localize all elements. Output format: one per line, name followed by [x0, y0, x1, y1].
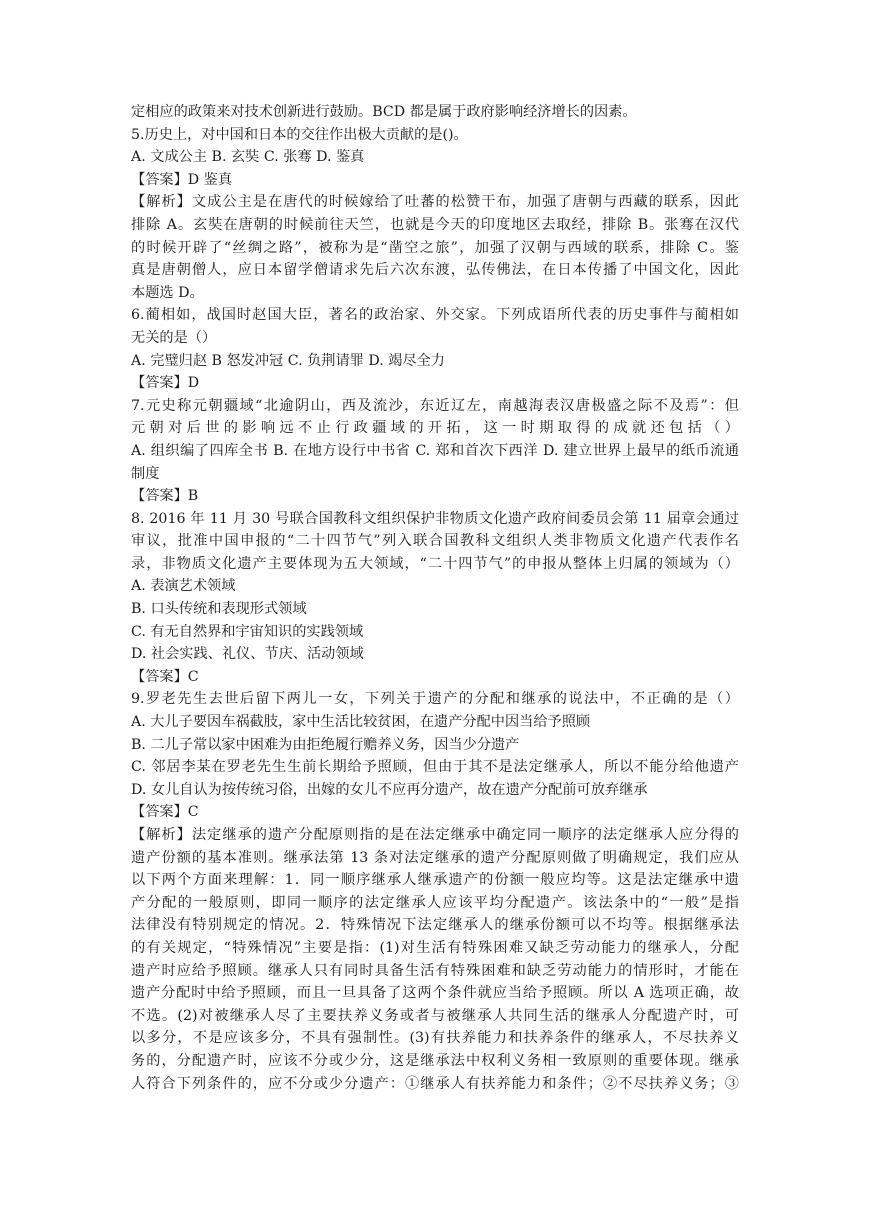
text-line: 法律没有特别规定的情况。2．特殊情况下法定继承人的继承份额可以不均等。根据继承法: [131, 917, 739, 934]
text-line: C. 有无自然界和宇宙知识的实践领域: [131, 623, 364, 640]
text-line: 以多分，不是应该多分，不具有强制性。(3)有扶养能力和扶养条件的继承人，不尽扶养义: [131, 1030, 739, 1047]
text-line: A. 组织编了四库全书 B. 在地方设行中书省 C. 郑和首次下西洋 D. 建立世界上最早的纸币流通: [131, 442, 739, 459]
text-line: 人符合下列条件的，应不分或少分遗产：①继承人有扶养能力和条件；②不尽扶养义务；③: [131, 1075, 739, 1092]
text-line: 以下两个方面来理解：1．同一顺序继承人继承遗产的份额一般应均等。这是法定继承中遗: [131, 872, 739, 889]
text-line: B. 口头传统和表现形式领域: [131, 601, 307, 618]
text-line: A. 完璧归赵 B 怒发冲冠 C. 负荆请罪 D. 竭尽全力: [131, 352, 445, 369]
text-line: 5.历史上，对中国和日本的交往作出极大贡献的是()。: [131, 126, 468, 143]
text-line: 录，非物质文化遗产主要体现为五大领域，“二十四节气”的申报从整体上归属的领域为（）: [131, 555, 739, 572]
text-line: 制度: [131, 465, 160, 482]
text-line: 的时候开辟了“丝绸之路”，被称为是“凿空之旅”，加强了汉朝与西域的联系，排除 C。鉴: [131, 239, 739, 256]
text-line: A. 大儿子要因车祸截肢，家中生活比较贫困，在遗产分配中因当给予照顾: [131, 714, 591, 731]
text-line: 真是唐朝僧人，应日本留学僧请求先后六次东渡，弘传佛法，在日本传播了中国文化，因此: [131, 262, 739, 279]
text-line: 【解析】文成公主是在唐代的时候嫁给了吐蕃的松赞干布，加强了唐朝与西藏的联系，因此: [131, 194, 739, 211]
text-line: 【答案】B: [131, 488, 199, 505]
text-line: 【答案】D 鉴真: [131, 171, 233, 188]
text-line: 【答案】C: [131, 804, 199, 821]
text-line: 定相应的政策来对技术创新进行鼓励。BCD 都是属于政府影响经济增长的因素。: [131, 104, 637, 120]
text-line: 遗产份额的基本准则。继承法第 13 条对法定继承的遗产分配原则做了明确规定，我们应从: [131, 849, 739, 866]
text-line: 7.元史称元朝疆域“北逾阴山，西及流沙，东近辽左，南越海表汉唐极盛之际不及焉”：但: [131, 397, 739, 414]
text-line: 8. 2016 年 11 月 30 号联合国教科文组织保护非物质文化遗产政府间委员会第 11 届章会通过: [131, 510, 739, 527]
text-line: 【答案】C: [131, 668, 199, 685]
text-line: 【答案】D: [131, 375, 200, 392]
text-line: A. 表演艺术领域: [131, 578, 236, 595]
text-line: 9.罗老先生去世后留下两儿一女，下列关于遗产的分配和继承的说法中，不正确的是（）: [131, 691, 739, 708]
text-line: 务的，分配遗产时，应该不分或少分，这是继承法中权利义务相一致原则的重要体现。继承: [131, 1052, 739, 1069]
text-line: 审议，批准中国申报的“二十四节气”列入联合国教科文组织人类非物质文化遗产代表作名: [131, 533, 739, 550]
text-line: 本题选 D。: [131, 284, 204, 301]
text-line: 遗产时应给予照顾。继承人只有同时具备生活有特殊困难和缺乏劳动能力的情形时，才能在: [131, 962, 739, 979]
text-line: C. 邻居李某在罗老先生生前长期给予照顾，但由于其不是法定继承人，所以不能分给他遗产: [131, 759, 739, 776]
text-line: B. 二儿子常以家中困难为由拒绝履行赡养义务，因当少分遗产: [131, 736, 520, 753]
text-line: 排除 A。玄奘在唐朝的时候前往天竺，也就是今天的印度地区去取经，排除 B。张骞在汉代: [131, 216, 739, 233]
text-line: A. 文成公主 B. 玄奘 C. 张骞 D. 鉴真: [131, 149, 365, 166]
text-line: 元朝对后世的影响远不止行政疆域的开拓，这一时期取得的成就还包括（）: [131, 420, 739, 437]
text-line: 遗产分配时中给予照顾，而且一旦具备了这两个条件就应当给予照顾。所以 A 选项正确，故: [131, 985, 739, 1002]
text-line: 6.蔺相如，战国时赵国大臣，著名的政治家、外交家。下列成语所代表的历史事件与蔺相如: [131, 307, 739, 324]
text-line: 的有关规定，“特殊情况”主要是指：(1)对生活有特殊困难又缺乏劳动能力的继承人，分配: [131, 939, 739, 956]
text-line: D. 社会实践、礼仪、节庆、活动领域: [131, 646, 364, 663]
text-line: D. 女儿自认为按传统习俗，出嫁的女儿不应再分遗产，故在遗产分配前可放弃继承: [131, 781, 648, 798]
text-line: 不选。(2)对被继承人尽了主要扶养义务或者与被继承人共同生活的继承人分配遗产时，可: [131, 1007, 739, 1024]
document-body: [131, 101, 739, 1095]
text-line: 【解析】法定继承的遗产分配原则指的是在法定继承中确定同一顺序的法定继承人应分得的: [131, 827, 739, 843]
text-line: 产分配的一般原则，即同一顺序的法定继承人应该平均分配遗产。该法条中的“一般”是指: [131, 894, 739, 911]
text-line: 无关的是（）: [131, 329, 217, 346]
